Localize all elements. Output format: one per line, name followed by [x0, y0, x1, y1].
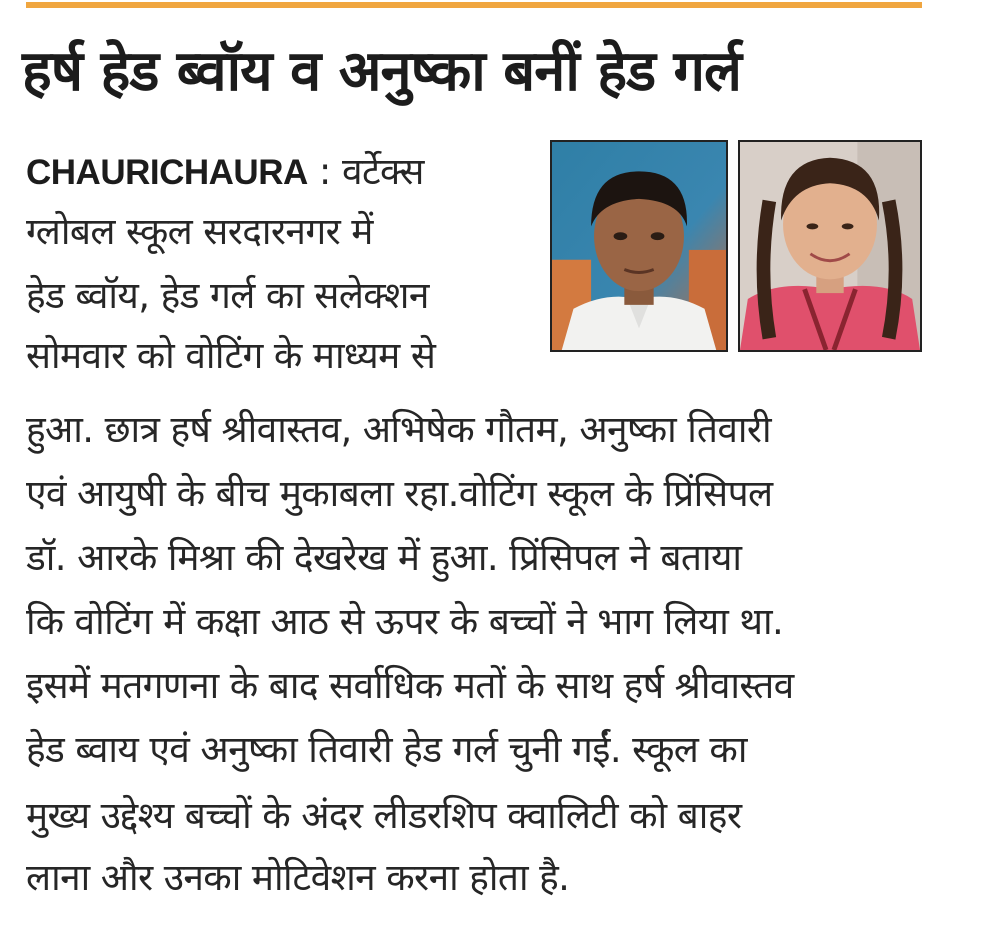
head-boy-photo [550, 140, 728, 352]
body-line-5: हुआ. छात्र हर्ष श्रीवास्तव, अभिषेक गौतम, अनुष्का तिवारी [26, 408, 771, 451]
body-line-2: ग्लोबल स्कूल सरदारनगर में [26, 210, 373, 253]
body-line-6: एवं आयुषी के बीच मुकाबला रहा.वोटिंग स्कूल के प्रिंसिपल [26, 472, 773, 515]
headline: हर्ष हेड ब्वॉय व अनुष्का बनीं हेड गर्ल [22, 39, 742, 104]
body-line-11: मुख्य उद्देश्य बच्चों के अंदर लीडरशिप क्वालिटी को बाहर [26, 794, 742, 837]
body-line-1: वर्टेक्स [341, 150, 424, 193]
dateline: CHAURICHAURA [26, 153, 308, 192]
body-line-7: डॉ. आरके मिश्रा की देखरेख में हुआ. प्रिंसिपल ने बताया [26, 536, 742, 579]
body-line-4: सोमवार को वोटिंग के माध्यम से [26, 334, 436, 377]
top-rule [26, 2, 922, 8]
body-line-9: इसमें मतगणना के बाद सर्वाधिक मतों के साथ हर्ष श्रीवास्तव [26, 664, 794, 707]
body-line-3: हेड ब्वॉय, हेड गर्ल का सलेक्शन [26, 274, 429, 317]
head-girl-portrait-image [740, 142, 920, 350]
dateline-row [26, 146, 424, 199]
dateline-separator: : [307, 150, 342, 193]
body-line-8: कि वोटिंग में कक्षा आठ से ऊपर के बच्चों ने भाग लिया था. [26, 600, 784, 643]
head-girl-photo [738, 140, 922, 352]
head-boy-portrait-image [552, 142, 726, 350]
body-line-12: लाना और उनका मोटिवेशन करना होता है. [26, 856, 570, 899]
body-line-10: हेड ब्वाय एवं अनुष्का तिवारी हेड गर्ल चुनी गईं. स्कूल का [26, 728, 747, 771]
